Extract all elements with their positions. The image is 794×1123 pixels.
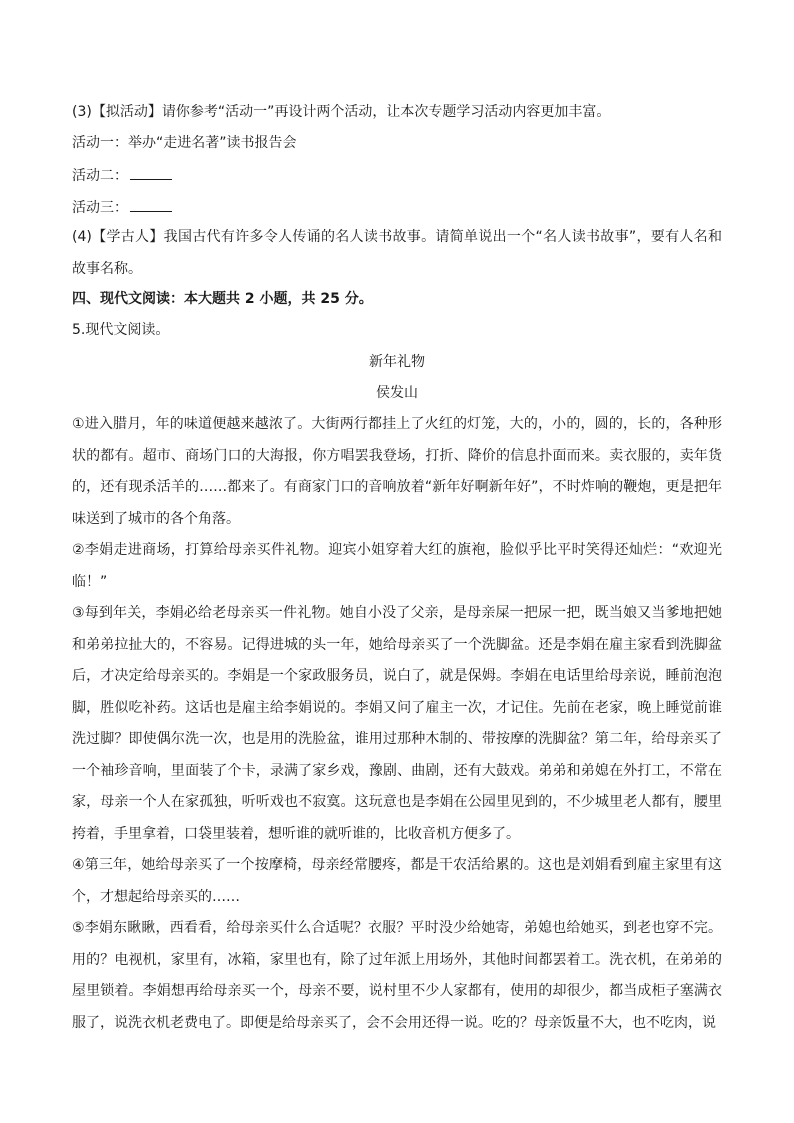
activity-2-label: 活动二： [72, 168, 128, 184]
article-paragraph-1: ①进入腊月，年的味道便越来越浓了。大街两行都挂上了火红的灯笼，大的，小的，圆的，长的，各种形状的都有。超市、商场门口的大海报，你方唱罢我登场，打折、降价的信息扑面而来。卖衣服的，卖年货的，还有现杀活羊的……都来了。有商家门口的音响放着“新年好啊新年好”，不时炸响的鞭炮，更是把年味送到了城市的各个角落。 [72, 416, 722, 527]
article-author: 侯发山 [376, 385, 418, 401]
article-paragraph-5: ⑤李娟东瞅瞅，西看看，给母亲买什么合适呢？衣服？平时没少给她寄，弟媳也给她买，到老也穿不完。用的？电视机，家里有，冰箱，家里也有，除了过年派上用场外，其他时间都罢着工。洗衣机，在弟弟的屋里锁着。李娟想再给母亲买一个，母亲不要，说村里不少人家都有，使用的却很少，都当成柜子塞满衣服了，说洗衣机老费电了。即便是给母亲买了，会不会用还得一说。吃的？母亲饭量不大，也不吃肉，说 [72, 920, 722, 1031]
question-4-prompt: (4)【学古人】我国古代有许多令人传诵的名人读书故事。请简单说出一个“名人读书故事”，要有人名和故事名称。 [72, 229, 722, 277]
question-3-prompt: (3)【拟活动】请你参考“活动一”再设计两个活动，让本次专题学习活动内容更加丰富。 [72, 104, 611, 120]
activity-3-blank[interactable] [130, 197, 172, 212]
activity-2-line [72, 165, 172, 186]
activity-1-line: 活动一：举办“走进名著”读书报告会 [72, 135, 297, 151]
activity-3-label: 活动三： [72, 200, 128, 216]
activity-3-line [72, 197, 172, 218]
activity-2-blank[interactable] [130, 165, 172, 180]
article-paragraph-4: ④第三年，她给母亲买了一个按摩椅，母亲经常腰疼，都是干农活给累的。这也是刘娟看到雇主家里有这个，才想起给母亲买的…… [72, 857, 722, 905]
article-paragraph-2: ②李娟走进商场，打算给母亲买件礼物。迎宾小姐穿着大红的旗袍，脸似乎比平时笑得还灿烂：“欢迎光临！” [72, 542, 722, 590]
question-5-label: 5.现代文阅读。 [72, 322, 170, 338]
section-4-heading: 四、现代文阅读：本大题共 2 小题，共 25 分。 [72, 291, 373, 307]
article-paragraph-3: ③每到年关，李娟必给老母亲买一件礼物。她自小没了父亲，是母亲屎一把尿一把，既当娘又当爹地把她和弟弟拉扯大的，不容易。记得进城的头一年，她给母亲买了一个洗脚盆。还是李娟在雇主家看到洗脚盆后，才决定给母亲买的。李娟是一个家政服务员，说白了，就是保姆。李娟在电话里给母亲说，睡前泡泡脚，胜似吃补药。这话也是雇主给李娟说的。李娟又问了雇主一次，才记住。先前在老家，晚上睡觉前谁洗过脚？即使偶尔洗一次，也是用的洗脸盆，谁用过那种木制的、带按摩的洗脚盆？第二年，给母亲买了一个袖珍音响，里面装了个卡，录满了家乡戏，豫剧、曲剧，还有大鼓戏。弟弟和弟媳在外打工，不常在家，母亲一个人在家孤独，听听戏也不寂寞。这玩意也是李娟在公园里见到的，不少城里老人都有，腰里挎着，手里拿着，口袋里装着，想听谁的就听谁的，比收音机方便多了。 [72, 605, 722, 842]
article-title: 新年礼物 [369, 354, 425, 370]
